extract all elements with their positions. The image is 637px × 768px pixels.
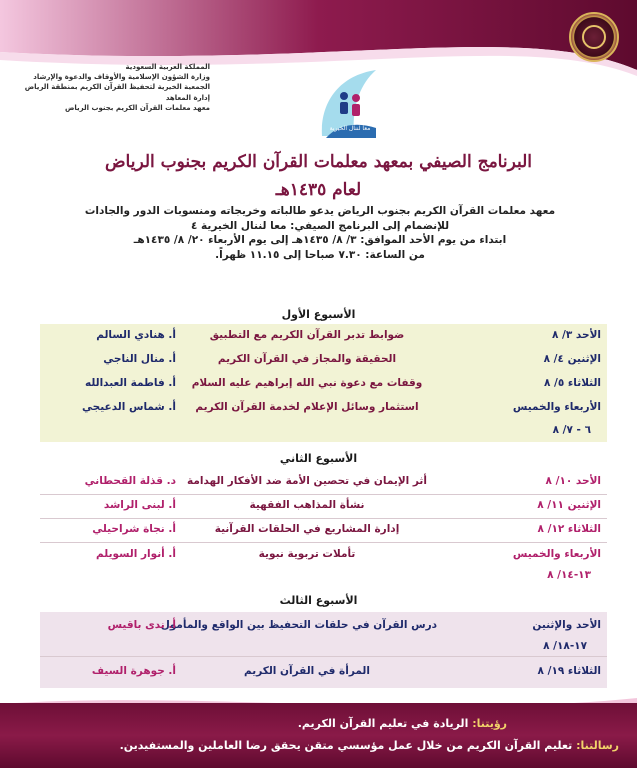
- schedule-row: [40, 326, 607, 348]
- mission-text: تعليم القرآن الكريم من خلال عمل مؤسسي متقن يحقق رضا العاملين والمستفيدين.: [119, 739, 573, 752]
- row-day: الثلاثاء ١٢/ ٨: [537, 523, 601, 535]
- row-speaker: أ. منال الناجي: [103, 353, 176, 365]
- row-day: الإثنين ٤/ ٨: [543, 353, 601, 365]
- row-speaker: أ. جوهرة السيف: [91, 665, 176, 677]
- row-speaker: أ. هنادي السالم: [96, 329, 176, 341]
- week-1-heading: الأسبوع الأول: [281, 308, 356, 321]
- row-day: الإثنين ١١/ ٨: [537, 499, 601, 511]
- row-speaker: أ. ندى باقيس: [107, 619, 176, 631]
- row-continuation: ١٧-١٨/ ٨: [543, 640, 587, 652]
- row-divider: [40, 542, 607, 543]
- row-topic: تأملات تربوية نبوية: [258, 548, 356, 560]
- vision-line: [298, 717, 507, 730]
- row-topic: ضوابط تدبر القرآن الكريم مع التطبيق: [209, 329, 405, 341]
- row-day: الأربعاء والخميس: [512, 401, 601, 413]
- program-logo-icon: [318, 66, 380, 142]
- row-topic: الحقيقة والمجاز في القرآن الكريم: [217, 353, 397, 365]
- schedule-row: [40, 545, 607, 567]
- row-continuation: ١٣-١٤/ ٨: [547, 569, 591, 581]
- row-day: الأحد والإثنين: [532, 619, 601, 631]
- row-divider: [40, 494, 607, 495]
- row-continuation: ٦ - ٧/ ٨: [552, 424, 591, 436]
- vision-text: الريادة في تعليم القرآن الكريم.: [297, 717, 469, 730]
- row-topic: المرأة في القرآن الكريم: [244, 665, 370, 677]
- vision-label: رؤيتنا:: [472, 717, 507, 730]
- schedule-row: [40, 374, 607, 396]
- row-divider: [40, 518, 607, 519]
- row-topic: استثمار وسائل الإعلام لخدمة القرآن الكريم: [195, 401, 419, 413]
- title-line-1: البرنامج الصيفي بمعهد معلمات القرآن الكريم بجنوب الرياض: [104, 152, 533, 172]
- mission-line: [120, 739, 619, 752]
- row-speaker: أ. أنوار السويلم: [96, 548, 176, 560]
- footer-banner: [0, 703, 637, 768]
- schedule-row: [40, 350, 607, 372]
- intro-line-1: معهد معلمات القرآن الكريم بجنوب الرياض يدعو طالباته وخريجاته ومنسوبات الدور والجادات: [84, 205, 556, 217]
- row-topic: إدارة المشاريع في الحلقات القرآنية: [214, 523, 400, 535]
- schedule-row: [40, 496, 607, 518]
- row-topic: نشأة المذاهب الفقهية: [249, 499, 365, 511]
- title-line-2: لعام ١٤٣٥هـ: [275, 180, 362, 200]
- intro-line-4: من الساعة: ٧.٣٠ صباحا إلى ١١.١٥ ظهراً.: [215, 248, 425, 261]
- ministry-header: [24, 62, 210, 113]
- program-intro: [20, 204, 620, 262]
- ministry-line: إدارة المعاهد: [165, 93, 210, 102]
- ministry-line: معهد معلمات القرآن الكريم بجنوب الرياض: [64, 103, 210, 112]
- logo-text: معا لننال الخيرية: [329, 125, 371, 132]
- ministry-line: وزارة الشؤون الإسلامية والأوقاف والدعوة والإرشاد: [33, 73, 210, 82]
- row-day: الأربعاء والخميس: [512, 548, 601, 560]
- row-divider: [40, 656, 607, 657]
- row-day: الثلاثاء ٥/ ٨: [543, 377, 601, 389]
- row-topic: أثر الإيمان في تحصين الأمة ضد الأفكار الهدامة: [187, 475, 427, 487]
- row-day: الأحد ١٠/ ٨: [545, 475, 601, 487]
- week-3-heading: الأسبوع الثالث: [279, 594, 358, 607]
- institute-seal-icon: [569, 12, 619, 62]
- week-2-heading: الأسبوع الثاني: [279, 452, 358, 465]
- intro-line-2: للإنضمام إلى البرنامج الصيفي: معا لننال الخيرية ٤: [190, 219, 450, 232]
- schedule-row: [40, 520, 607, 542]
- row-speaker: أ. نجاة شراحيلي: [92, 523, 176, 535]
- row-speaker: أ. شماس الدعيجي: [82, 401, 176, 413]
- row-day: الثلاثاء ١٩/ ٨: [537, 665, 601, 677]
- schedule-row: [40, 616, 607, 638]
- schedule-row: [40, 472, 607, 494]
- row-topic: درس القرآن في حلقات التحفيظ بين الواقع والمأمول: [160, 619, 437, 631]
- program-title: [0, 150, 637, 202]
- schedule-row: [40, 662, 607, 684]
- row-day: الأحد ٣/ ٨: [551, 329, 601, 341]
- row-speaker: أ. فاطمة العبدالله: [84, 377, 176, 389]
- schedule-row: [40, 398, 607, 420]
- row-speaker: أ. لبنى الراشد: [103, 499, 176, 511]
- row-speaker: د. قذلة القحطاني: [84, 475, 176, 487]
- mission-label: رسالتنا:: [576, 739, 619, 752]
- row-topic: وقفات مع دعوة نبي الله إبراهيم عليه السلام: [191, 377, 423, 389]
- ministry-line: المملكة العربية السعودية: [125, 63, 210, 71]
- ministry-line: الجمعية الخيرية لتحفيظ القرآن الكريم بمنطقة الرياض: [24, 83, 210, 92]
- intro-line-3: ابتداء من يوم الأحد الموافق: ٣/ ٨/ ١٤٣٥هـ إلى يوم الأربعاء ٢٠/ ٨/ ١٤٣٥هـ: [133, 234, 507, 246]
